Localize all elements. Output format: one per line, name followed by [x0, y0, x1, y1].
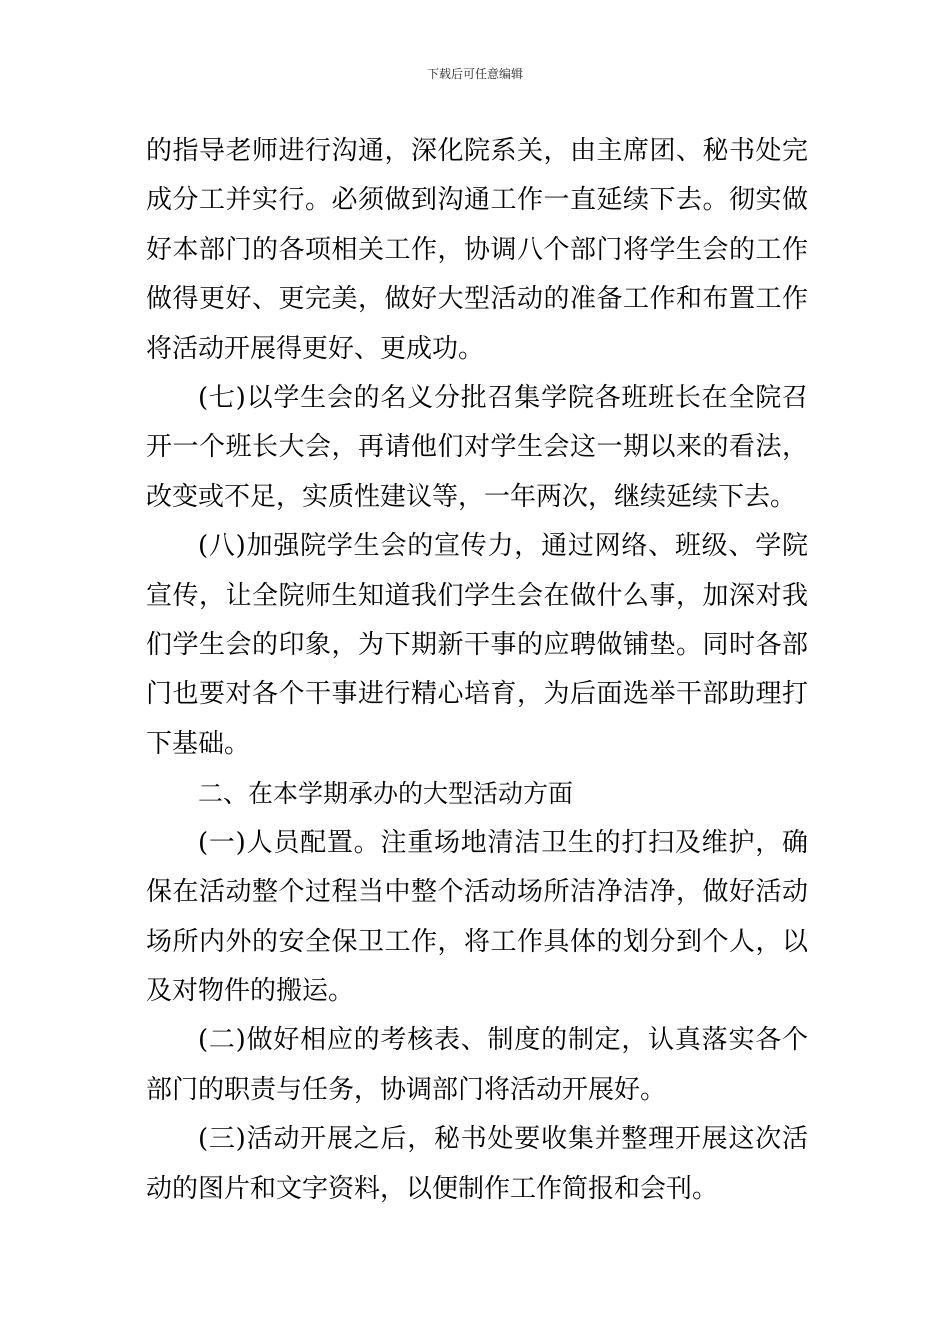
document-body: [146, 127, 808, 1214]
page-header-note: 下载后可任意编辑: [426, 67, 523, 81]
paragraph-continuation: 的指导老师进行沟通，深化院系关，由主席团、秘书处完成分工并实行。必须做到沟通工作一直延续下去。彻实做好本部门的各项相关工作，协调八个部门将学生会的工作做得更好、更完美，做好大型活动的准备工作和布置工作将活动开展得更好、更成功。: [146, 136, 808, 364]
paragraph-item-7: (七)以学生会的名义分批召集学院各班班长在全院召开一个班长大会，再请他们对学生会这一期以来的看法，改变或不足，实质性建议等，一年两次，继续延续下去。: [146, 383, 808, 512]
paragraph-item-2: (二)做好相应的考核表、制度的制定，认真落实各个部门的职责与任务，协调部门将活动开展好。: [146, 1025, 808, 1105]
section-heading-2: 二、在本学期承办的大型活动方面: [198, 779, 574, 809]
paragraph-item-3: (三)活动开展之后，秘书处要收集并整理开展这次活动的图片和文字资料，以便制作工作简报和会刊。: [146, 1124, 808, 1204]
paragraph-item-1: (一)人员配置。注重场地清洁卫生的打扫及维护，确保在活动整个过程当中整个活动场所洁净洁净，做好活动场所内外的安全保卫工作，将工作具体的划分到个人，以及对物件的搬运。: [146, 827, 808, 1006]
paragraph-item-8: (八)加强院学生会的宣传力，通过网络、班级、学院宣传，让全院师生知道我们学生会在做什么事，加深对我们学生会的印象，为下期新干事的应聘做铺垫。同时各部门也要对各个干事进行精心培育，为后面选举干部助理打下基础。: [146, 531, 808, 759]
